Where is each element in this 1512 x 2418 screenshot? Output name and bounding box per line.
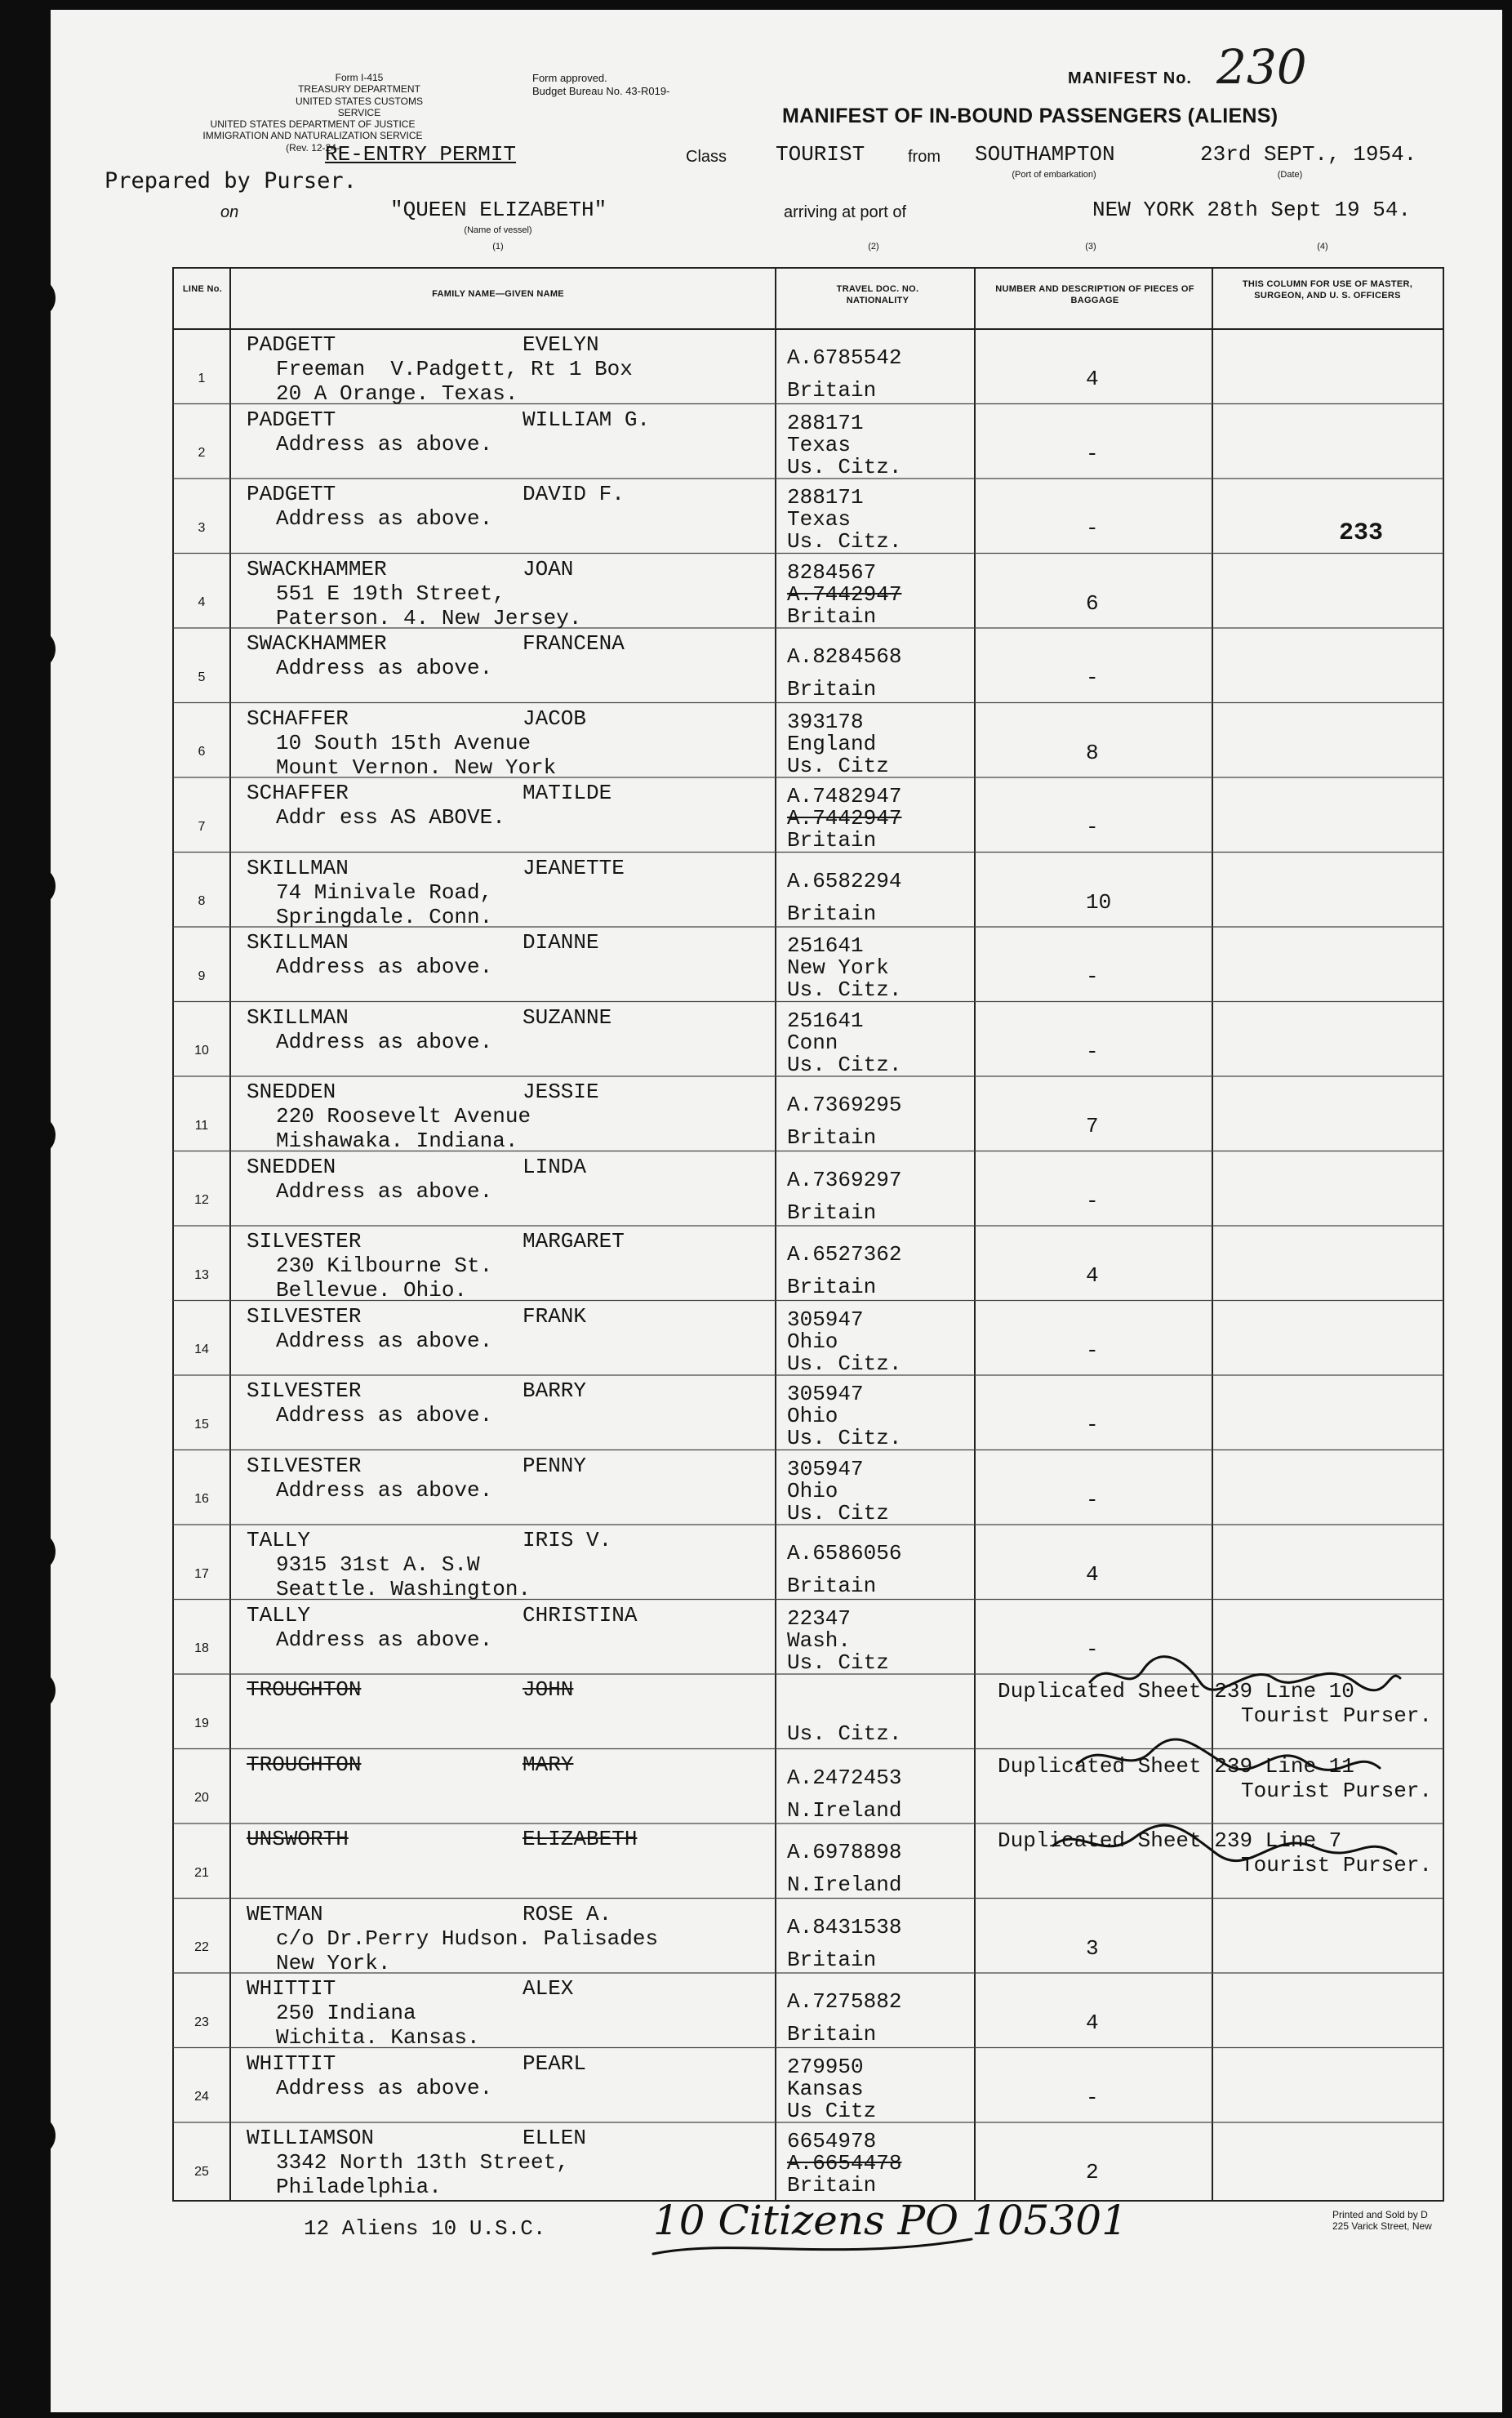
travel-doc: A.7442947 [787, 806, 902, 830]
address-line: c/o Dr.Perry Hudson. Palisades [276, 1926, 659, 1951]
line-number: 6 [198, 745, 206, 759]
travel-doc: A.7369297 [787, 1167, 902, 1192]
given-name: MARGARET [523, 1229, 625, 1254]
travel-doc: Us. Citz. [787, 529, 902, 554]
on-label: on [220, 203, 239, 221]
baggage-count: - [1086, 666, 1099, 690]
travel-doc: Britain [787, 677, 877, 701]
col-name: FAMILY NAME—GIVEN NAME [432, 289, 564, 299]
address-line: Address as above. [276, 431, 493, 456]
family-name: SWACKHAMMER [247, 556, 387, 581]
baggage-count: - [1086, 1413, 1099, 1437]
line-number: 15 [194, 1417, 209, 1432]
printer-line: 225 Varick Street, New [1332, 2220, 1432, 2232]
line-number: 9 [198, 969, 206, 983]
customs-service: UNITED STATES CUSTOMS SERVICE [295, 95, 423, 119]
travel-doc: Britain [787, 1125, 877, 1150]
given-name: MARY [523, 1752, 574, 1777]
travel-doc: Britain [787, 1200, 877, 1225]
given-name: ALEX [523, 1976, 574, 2001]
travel-doc: New York [787, 955, 889, 980]
manifest-label: MANIFEST No. [1068, 69, 1192, 87]
travel-doc: 305947 [787, 1382, 864, 1406]
col-officers: THIS COLUMN FOR USE OF MASTER, SURGEON, AND U. S. OFFICERS [1242, 279, 1413, 301]
address-line: 551 E 19th Street, [276, 581, 505, 606]
travel-doc: Britain [787, 378, 877, 403]
family-name: SKILLMAN [247, 1004, 349, 1030]
address-line: Bellevue. Ohio. [276, 1278, 468, 1303]
line-number: 8 [198, 894, 206, 908]
prepared-by: Prepared by Purser. [105, 168, 357, 194]
family-name: PADGETT [247, 482, 336, 506]
address-line: Address as above. [276, 1328, 493, 1353]
line-number: 21 [194, 1865, 209, 1880]
sheet-mark: 233 [1339, 519, 1384, 547]
baggage-count: 10 [1086, 889, 1112, 915]
family-name: WETMAN [247, 1901, 323, 1926]
travel-doc: Wash. [787, 1628, 852, 1653]
baggage-count: - [1086, 2085, 1099, 2110]
travel-doc: A.2472453 [787, 1765, 902, 1790]
baggage-count: 6 [1086, 590, 1099, 616]
family-name: SKILLMAN [247, 930, 349, 955]
given-name: DIANNE [523, 930, 599, 955]
given-name: ELIZABETH [523, 1827, 638, 1851]
travel-doc: Us. Citz [787, 1650, 889, 1675]
travel-doc: A.7482947 [787, 784, 902, 808]
family-name: SNEDDEN [247, 1154, 336, 1179]
travel-doc: Ohio [787, 1329, 838, 1354]
baggage-count: - [1086, 1487, 1099, 1512]
address-line: Address as above. [276, 2075, 493, 2100]
travel-doc: Ohio [787, 1404, 838, 1428]
travel-doc: N.Ireland [787, 1873, 902, 1897]
form-number: Form I-415 [335, 72, 384, 83]
baggage-count: 4 [1086, 1562, 1099, 1587]
family-name: TROUGHTON [247, 1677, 362, 1702]
from-label: from [908, 148, 941, 166]
travel-doc: A.8431538 [787, 1914, 902, 1939]
travel-doc: Britain [787, 1947, 877, 1972]
given-name: LINDA [523, 1154, 587, 1179]
address-line: Mount Vernon. New York [276, 755, 557, 780]
given-name: PENNY [523, 1453, 587, 1478]
travel-doc: 305947 [787, 1307, 864, 1332]
address-line: Wichita. Kansas. [276, 2025, 480, 2050]
date-caption: (Date) [1277, 170, 1303, 180]
line-number: 4 [198, 595, 206, 609]
family-name: UNSWORTH [247, 1827, 349, 1851]
travel-doc: A.6586056 [787, 1541, 902, 1565]
line-number: 24 [194, 2090, 209, 2104]
family-name: SILVESTER [247, 1303, 362, 1329]
family-name: SILVESTER [247, 1453, 362, 1478]
aliens-summary: 12 Aliens 10 U.S.C. [304, 2216, 546, 2241]
embarkation-date: 23rd SEPT., 1954. [1200, 142, 1417, 167]
address-line: Paterson. 4. New Jersey. [276, 605, 582, 630]
travel-doc: 22347 [787, 1605, 852, 1631]
line-number: 25 [194, 2164, 209, 2179]
family-name: SCHAFFER [247, 781, 349, 805]
address-line: Address as above. [276, 1477, 493, 1503]
dept-treasury: TREASURY DEPARTMENT [298, 83, 420, 96]
family-name: PADGETT [247, 332, 336, 357]
baggage-count: - [1086, 1636, 1099, 1662]
revision: (Rev. 12-24- [286, 141, 340, 154]
baggage-count: - [1086, 516, 1099, 541]
address-line: 10 South 15th Avenue [276, 730, 531, 755]
line-number: 2 [198, 446, 206, 460]
line-number: 22 [194, 1940, 209, 1954]
baggage-count: - [1086, 815, 1099, 839]
travel-doc: Us. Citz [787, 1500, 889, 1525]
line-number: 23 [194, 2015, 209, 2029]
arrival-port-date: NEW YORK 28th Sept 19 54. [1092, 198, 1412, 222]
travel-doc: Britain [787, 901, 877, 926]
travel-doc: Us. Citz. [787, 1426, 902, 1450]
line-number: 14 [194, 1343, 209, 1356]
address-line: 74 Minivale Road, [276, 879, 493, 905]
address-line: Address as above. [276, 955, 493, 979]
travel-doc: Us. Citz. [787, 1351, 902, 1376]
purser-remark: Tourist Purser. [1241, 1853, 1433, 1877]
travel-doc: 393178 [787, 709, 864, 734]
travel-doc: Britain [787, 2173, 877, 2198]
line-number: 20 [194, 1791, 209, 1805]
travel-doc: A.7369295 [787, 1093, 902, 1117]
address-line: Address as above. [276, 1627, 493, 1652]
address-line: Philadelphia. [276, 2175, 442, 2199]
purser-remark: Tourist Purser. [1241, 1778, 1433, 1803]
travel-doc: A.6527362 [787, 1242, 902, 1267]
family-name: TALLY [247, 1528, 311, 1552]
travel-doc: A.6654478 [787, 2151, 902, 2175]
travel-doc: Texas [787, 507, 852, 532]
line-number: 3 [198, 520, 206, 535]
address-line: Springdale. Conn. [276, 904, 493, 929]
address-line: Address as above. [276, 656, 493, 680]
travel-doc: A.7442947 [787, 581, 902, 607]
address-line: Seattle. Washington. [276, 1577, 531, 1601]
given-name: JEANETTE [523, 855, 625, 880]
travel-doc: 251641 [787, 1008, 864, 1033]
travel-doc: Ohio [787, 1478, 838, 1503]
travel-doc: 288171 [787, 485, 864, 510]
given-name: CHRISTINA [523, 1602, 638, 1628]
travel-doc: 279950 [787, 2054, 864, 2079]
given-name: PEARL [523, 2051, 587, 2076]
line-number: 7 [198, 819, 206, 834]
address-line: 250 Indiana [276, 2001, 416, 2025]
budget-bureau: Budget Bureau No. 43-R019- [532, 84, 670, 97]
duplicate-remark: Duplicated Sheet 239 Line 7 [998, 1828, 1342, 1853]
family-name: SKILLMAN [247, 855, 349, 880]
address-line: 230 Kilbourne St. [276, 1254, 493, 1278]
travel-doc: Us. Citz [787, 753, 889, 778]
travel-doc: 8284567 [787, 559, 877, 585]
baggage-count: - [1086, 1338, 1099, 1363]
line-number: 11 [194, 1118, 209, 1133]
col-number: (4) [1317, 242, 1328, 252]
address-line: Address as above. [276, 1029, 493, 1054]
travel-doc: A.6582294 [787, 868, 902, 893]
given-name: ELLEN [523, 2126, 587, 2150]
col-number: (1) [492, 242, 504, 252]
address-line: New York. [276, 1950, 391, 1975]
baggage-count: - [1086, 964, 1099, 989]
reentry-permit: RE-ENTRY PERMIT [325, 142, 517, 167]
address-line: 220 Roosevelt Avenue [276, 1104, 531, 1129]
given-name: SUZANNE [523, 1004, 612, 1030]
travel-doc: Britain [787, 603, 877, 629]
line-number: 16 [194, 1492, 209, 1506]
line-number: 1 [198, 371, 206, 385]
family-name: WHITTIT [247, 2051, 336, 2076]
travel-doc: A.8284568 [787, 644, 902, 669]
baggage-count: 2 [1086, 2160, 1099, 2184]
embarkation-port: SOUTHAMPTON [975, 142, 1115, 167]
travel-doc: Britain [787, 1574, 877, 1598]
given-name: FRANCENA [523, 631, 625, 656]
col-line-no: LINE No. [182, 284, 223, 294]
baggage-count: 4 [1086, 2011, 1099, 2035]
handwritten-tally: 10 Citizens PO 105301 [653, 2197, 1127, 2244]
line-number: 17 [194, 1566, 209, 1581]
vessel-name: "QUEEN ELIZABETH" [390, 198, 607, 222]
given-name: BARRY [523, 1378, 587, 1403]
class-value: TOURIST [776, 142, 865, 167]
line-number: 12 [194, 1193, 209, 1207]
travel-doc: Conn [787, 1030, 838, 1055]
given-name: DAVID F. [523, 482, 625, 506]
travel-doc: Us. Citz. [787, 454, 902, 479]
family-name: SILVESTER [247, 1229, 362, 1254]
family-name: SNEDDEN [247, 1080, 336, 1104]
dept-justice: UNITED STATES DEPARTMENT OF JUSTICE [210, 118, 416, 130]
given-name: JACOB [523, 706, 587, 731]
travel-doc: 251641 [787, 933, 864, 958]
col-travel-doc: TRAVEL DOC. NO. NATIONALITY [836, 284, 919, 305]
travel-doc: England [787, 731, 877, 756]
address-line: Address as above. [276, 1403, 493, 1427]
given-name: JOAN [523, 556, 574, 581]
travel-doc: Britain [787, 2022, 877, 2046]
baggage-count: - [1086, 1039, 1099, 1064]
duplicate-remark: Duplicated Sheet 239 Line 11 [998, 1753, 1354, 1779]
family-name: SCHAFFER [247, 706, 349, 731]
travel-doc: 288171 [787, 410, 864, 435]
purser-remark: Tourist Purser. [1241, 1703, 1433, 1728]
baggage-count: 7 [1086, 1114, 1099, 1138]
address-line: 3342 North 13th Street, [276, 2150, 569, 2175]
baggage-count: - [1086, 441, 1099, 466]
printer-line: Printed and Sold by D [1332, 2209, 1428, 2220]
travel-doc: Us Citz [787, 2098, 877, 2123]
address-line: Mishawaka. Indiana. [276, 1129, 518, 1153]
address-line: Address as above. [276, 506, 493, 531]
port-caption: (Port of embarkation) [1012, 170, 1096, 180]
baggage-count: 8 [1086, 740, 1099, 765]
travel-doc: Texas [787, 432, 852, 457]
vessel-caption: (Name of vessel) [464, 225, 532, 235]
baggage-count: - [1086, 1188, 1099, 1213]
given-name: EVELYN [523, 332, 599, 357]
travel-doc: Us. Citz. [787, 1721, 902, 1746]
travel-doc: A.7275882 [787, 1989, 902, 2014]
given-name: FRANK [523, 1303, 587, 1329]
family-name: TROUGHTON [247, 1752, 362, 1777]
travel-doc: Us. Citz. [787, 1052, 902, 1077]
given-name: IRIS V. [523, 1528, 612, 1552]
family-name: SILVESTER [247, 1378, 362, 1403]
travel-doc: 305947 [787, 1456, 864, 1481]
baggage-count: 4 [1086, 367, 1099, 391]
travel-doc: Britain [787, 1275, 877, 1299]
family-name: TALLY [247, 1602, 311, 1628]
address-line: 9315 31st A. S.W [276, 1552, 480, 1577]
form-approved: Form approved. [532, 72, 607, 84]
col-number: (2) [868, 242, 879, 252]
class-label: Class [686, 148, 727, 166]
family-name: WILLIAMSON [247, 2126, 375, 2150]
line-number: 10 [194, 1044, 209, 1058]
travel-doc: 6654978 [787, 2129, 877, 2153]
ins: IMMIGRATION AND NATURALIZATION SERVICE [202, 130, 423, 142]
duplicate-remark: Duplicated Sheet 239 Line 10 [998, 1679, 1354, 1703]
given-name: MATILDE [523, 781, 612, 805]
line-number: 19 [194, 1716, 209, 1730]
col-number: (3) [1085, 242, 1096, 252]
address-line: 20 A Orange. Texas. [276, 381, 518, 406]
given-name: WILLIAM G. [523, 407, 651, 432]
arriving-label: arriving at port of [784, 203, 907, 221]
baggage-count: 3 [1086, 1935, 1099, 1961]
col-baggage: NUMBER AND DESCRIPTION OF PIECES OF BAGGAGE [995, 284, 1194, 305]
family-name: SWACKHAMMER [247, 631, 387, 656]
given-name: JOHN [523, 1677, 574, 1702]
travel-doc: A.6785542 [787, 345, 902, 370]
address-line: Addr ess AS ABOVE. [276, 805, 505, 830]
manifest-number: 230 [1216, 39, 1307, 95]
address-line: Freeman V.Padgett, Rt 1 Box [276, 357, 633, 381]
family-name: WHITTIT [247, 1976, 336, 2001]
line-number: 18 [194, 1641, 209, 1655]
baggage-count: 4 [1086, 1263, 1099, 1288]
travel-doc: Britain [787, 828, 877, 853]
travel-doc: Kansas [787, 2076, 864, 2101]
travel-doc: A.6978898 [787, 1840, 902, 1864]
address-line: Address as above. [276, 1178, 493, 1204]
line-number: 5 [198, 670, 206, 684]
travel-doc: Us. Citz. [787, 977, 902, 1002]
given-name: JESSIE [523, 1080, 599, 1104]
line-number: 13 [194, 1267, 209, 1282]
family-name: PADGETT [247, 407, 336, 432]
given-name: ROSE A. [523, 1901, 612, 1926]
travel-doc: N.Ireland [787, 1797, 902, 1823]
manifest-title: MANIFEST OF IN-BOUND PASSENGERS (ALIENS) [782, 105, 1279, 127]
